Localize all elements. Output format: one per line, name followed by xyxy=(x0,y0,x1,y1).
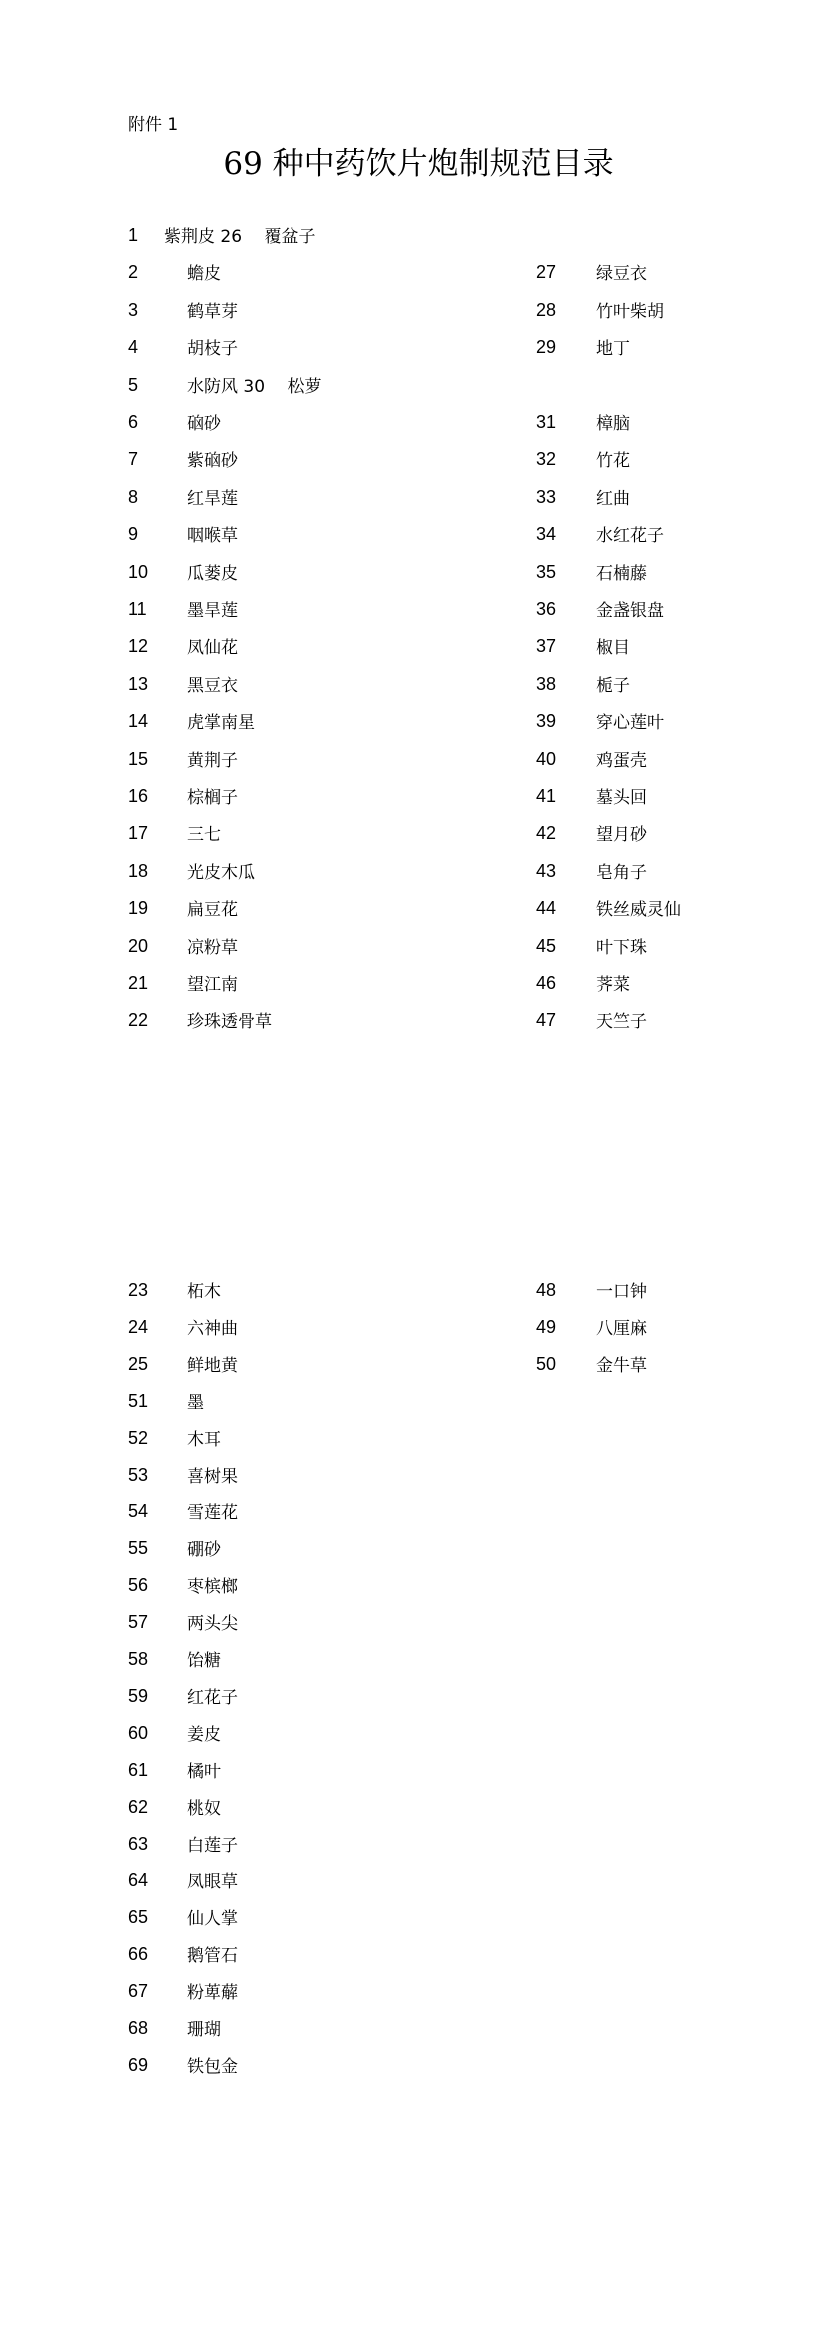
item-number: 15 xyxy=(128,748,149,769)
item-number: 49 xyxy=(536,1316,557,1337)
item-name: 胡枝子 xyxy=(187,339,238,360)
item-name: 竹叶柴胡 xyxy=(596,301,664,322)
item-name: 黄荆子 xyxy=(187,750,238,771)
item-name: 木耳 xyxy=(187,1429,221,1450)
item-number: 13 xyxy=(128,673,149,694)
item-number: 24 xyxy=(128,1316,149,1337)
item-name: 黑豆衣 xyxy=(187,675,238,696)
item-number: 68 xyxy=(128,2018,149,2038)
item-name: 椒目 xyxy=(596,638,630,659)
item-name: 仙人掌 xyxy=(187,1909,238,1930)
item-number: 39 xyxy=(536,711,557,732)
item-name: 叶下珠 xyxy=(596,937,647,958)
item-number: 10 xyxy=(128,561,149,582)
item-number: 37 xyxy=(536,636,557,657)
item-number: 56 xyxy=(128,1575,149,1596)
item-number: 51 xyxy=(128,1390,149,1411)
item-name: 喜树果 xyxy=(187,1466,238,1487)
item-number: 35 xyxy=(536,561,557,582)
item-name: 两头尖 xyxy=(187,1614,238,1635)
item-name: 咽喉草 xyxy=(187,526,238,547)
item-name: 鸡蛋壳 xyxy=(596,750,647,771)
item-number: 47 xyxy=(536,1010,557,1031)
item-number: 29 xyxy=(536,337,557,358)
item-number: 45 xyxy=(536,935,557,956)
item-number: 8 xyxy=(128,486,139,507)
item-name: 红曲 xyxy=(596,488,630,509)
item-number: 32 xyxy=(536,449,557,470)
item-name: 枣槟榔 xyxy=(187,1577,238,1598)
item-number: 59 xyxy=(128,1685,149,1706)
item-number: 42 xyxy=(536,823,557,844)
item-number: 17 xyxy=(128,823,149,844)
attachment-label: 附件 1 xyxy=(128,115,179,135)
item-number: 25 xyxy=(128,1353,149,1374)
item-number: 5 xyxy=(128,374,139,395)
item-name: 红花子 xyxy=(187,1687,238,1708)
item-number: 9 xyxy=(128,524,139,545)
item-number: 6 xyxy=(128,412,139,432)
item-number: 34 xyxy=(536,524,557,545)
item-name: 姜皮 xyxy=(187,1724,221,1745)
item-number: 44 xyxy=(536,898,557,919)
item-name: 紫硇砂 xyxy=(187,451,238,472)
item-name: 硼砂 xyxy=(187,1540,221,1561)
item-name: 樟脑 xyxy=(596,414,630,434)
item-name: 一口钟 xyxy=(596,1282,647,1302)
item-number: 61 xyxy=(128,1759,149,1780)
item-name: 六神曲 xyxy=(187,1318,238,1339)
item-name: 荠菜 xyxy=(596,975,630,995)
item-name: 铁包金 xyxy=(187,2056,238,2077)
item-name: 白莲子 xyxy=(187,1835,238,1856)
item-number: 40 xyxy=(536,748,557,769)
item-number: 11 xyxy=(128,599,147,619)
item-number: 31 xyxy=(536,412,557,432)
item-number: 52 xyxy=(128,1427,149,1448)
item-number: 21 xyxy=(128,973,149,993)
item-name: 扁豆花 xyxy=(187,900,238,921)
item-name: 桃奴 xyxy=(187,1798,221,1819)
item-name: 墨 xyxy=(187,1392,204,1413)
item-name: 红旱莲 xyxy=(187,488,238,509)
page-title: 69 种中药饮片炮制规范目录 xyxy=(223,146,614,182)
item-name: 珊瑚 xyxy=(187,2020,221,2040)
item-name: 虎掌南星 xyxy=(187,713,255,734)
item-name: 凤仙花 xyxy=(187,638,238,659)
item-number: 27 xyxy=(536,262,557,283)
item-name: 皂角子 xyxy=(596,862,647,883)
item-name: 八厘麻 xyxy=(596,1318,647,1339)
item-number: 33 xyxy=(536,486,557,507)
item-name: 水红花子 xyxy=(596,526,664,547)
item-number: 20 xyxy=(128,935,149,956)
item-number: 62 xyxy=(128,1796,149,1817)
item-number: 65 xyxy=(128,1907,149,1928)
item-name: 栀子 xyxy=(596,675,630,696)
item-number: 57 xyxy=(128,1612,149,1633)
item-number: 46 xyxy=(536,973,557,993)
item-name: 墨旱莲 xyxy=(187,601,238,621)
item-name: 紫荆皮 26 覆盆子 xyxy=(164,227,316,247)
item-number: 19 xyxy=(128,898,149,919)
item-name: 蟾皮 xyxy=(187,264,221,285)
item-name: 凉粉草 xyxy=(187,937,238,958)
item-number: 7 xyxy=(128,449,139,470)
item-name: 金牛草 xyxy=(596,1355,647,1376)
item-name: 地丁 xyxy=(596,339,630,360)
item-name: 硇砂 xyxy=(187,414,221,434)
item-number: 48 xyxy=(536,1280,557,1300)
item-number: 66 xyxy=(128,1944,149,1965)
item-name: 瓜蒌皮 xyxy=(187,563,238,584)
item-name: 棕榈子 xyxy=(187,788,238,808)
item-name: 穿心莲叶 xyxy=(596,713,664,734)
item-name: 绿豆衣 xyxy=(596,264,647,285)
item-name: 柘木 xyxy=(187,1282,221,1302)
item-name: 鹅管石 xyxy=(187,1946,238,1967)
item-name: 望月砂 xyxy=(596,825,647,846)
item-number: 43 xyxy=(536,860,557,881)
item-number: 50 xyxy=(536,1353,557,1374)
item-number: 4 xyxy=(128,337,139,358)
item-name: 铁丝威灵仙 xyxy=(596,900,681,921)
item-number: 22 xyxy=(128,1010,149,1031)
item-number: 54 xyxy=(128,1501,149,1522)
item-name: 鲜地黄 xyxy=(187,1355,238,1376)
item-name: 石楠藤 xyxy=(596,563,647,584)
item-name: 金盏银盘 xyxy=(596,601,664,621)
item-name: 雪莲花 xyxy=(187,1503,238,1524)
item-name: 橘叶 xyxy=(187,1761,221,1782)
item-number: 69 xyxy=(128,2054,149,2075)
item-number: 41 xyxy=(536,786,557,806)
item-name: 水防风 30 松萝 xyxy=(187,376,322,397)
item-number: 67 xyxy=(128,1981,149,2002)
item-name: 光皮木瓜 xyxy=(187,862,255,883)
item-number: 16 xyxy=(128,786,149,806)
item-name: 饴糖 xyxy=(187,1651,221,1671)
item-name: 凤眼草 xyxy=(187,1872,238,1893)
item-number: 28 xyxy=(536,299,557,320)
item-number: 18 xyxy=(128,860,149,881)
item-number: 63 xyxy=(128,1833,149,1854)
item-name: 三七 xyxy=(187,825,221,846)
item-number: 60 xyxy=(128,1722,149,1743)
item-name: 鹤草芽 xyxy=(187,301,238,322)
item-name: 天竺子 xyxy=(596,1012,647,1033)
item-number: 1 xyxy=(128,225,139,245)
item-name: 墓头回 xyxy=(596,788,647,808)
item-name: 竹花 xyxy=(596,451,630,472)
item-number: 12 xyxy=(128,636,149,657)
item-number: 58 xyxy=(128,1649,149,1669)
item-number: 14 xyxy=(128,711,149,732)
item-number: 53 xyxy=(128,1464,149,1485)
item-number: 36 xyxy=(536,599,557,619)
item-number: 2 xyxy=(128,262,139,283)
item-name: 珍珠透骨草 xyxy=(187,1012,272,1033)
item-number: 64 xyxy=(128,1870,149,1891)
item-number: 3 xyxy=(128,299,139,320)
item-number: 23 xyxy=(128,1280,149,1300)
item-name: 望江南 xyxy=(187,975,238,995)
item-number: 55 xyxy=(128,1538,149,1559)
item-number: 38 xyxy=(536,673,557,694)
item-name: 粉萆薢 xyxy=(187,1983,238,2004)
